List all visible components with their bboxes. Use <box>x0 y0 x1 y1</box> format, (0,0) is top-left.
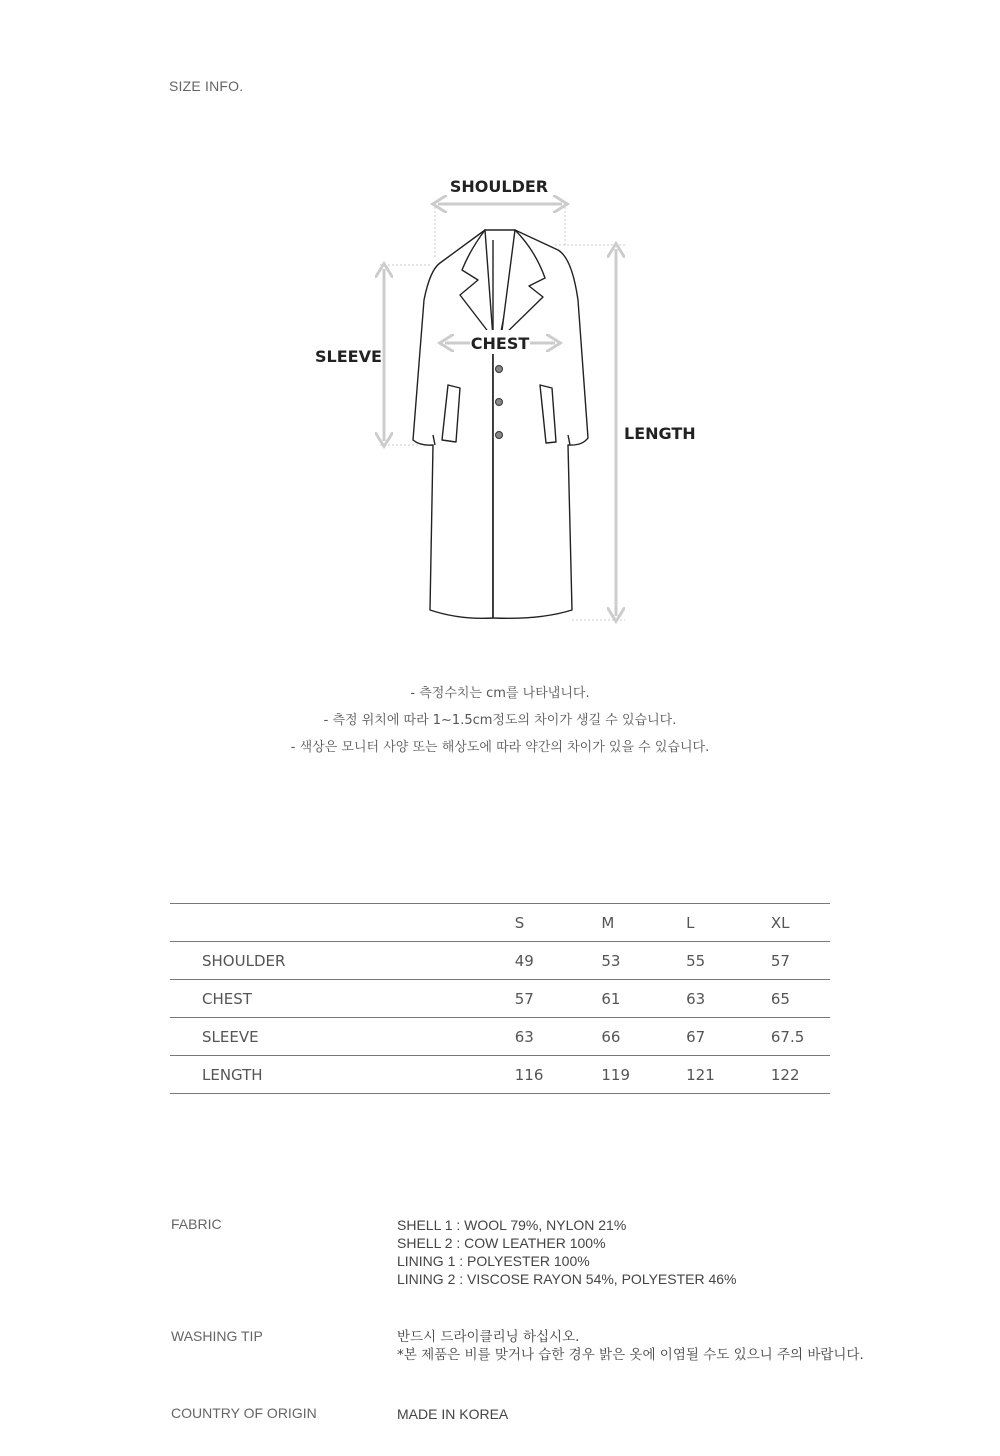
note-line: - 색상은 모니터 사양 또는 해상도에 따라 약간의 차이가 있을 수 있습니다. <box>290 740 710 755</box>
table-cell: 55 <box>686 942 771 980</box>
table-cell: 66 <box>601 1018 686 1056</box>
table-cell: 57 <box>515 980 602 1018</box>
table-cell: 63 <box>515 1018 602 1056</box>
shoulder-label: SHOULDER <box>449 177 549 196</box>
fabric-line: SHELL 2 : COW LEATHER 100% <box>397 1235 606 1251</box>
fabric-line: SHELL 1 : WOOL 79%, NYLON 21% <box>397 1217 627 1233</box>
table-header-cell <box>170 904 515 942</box>
fabric-value <box>397 1216 917 1288</box>
sleeve-label: SLEEVE <box>315 347 382 366</box>
fabric-line: LINING 1 : POLYESTER 100% <box>397 1253 590 1269</box>
washing-line: 반드시 드라이클리닝 하십시오. <box>397 1329 580 1345</box>
chest-label: CHEST <box>470 334 530 353</box>
table-cell: 122 <box>771 1056 830 1094</box>
note-line: - 측정 위치에 따라 1~1.5cm정도의 차이가 생길 수 있습니다. <box>323 713 677 728</box>
table-cell: CHEST <box>170 980 515 1018</box>
washing-label: WASHING TIP <box>171 1328 263 1344</box>
note-line: - 측정수치는 cm를 나타냅니다. <box>410 686 590 701</box>
table-header-row <box>170 904 830 942</box>
table-cell: 116 <box>515 1056 602 1094</box>
table-cell: 63 <box>686 980 771 1018</box>
section-title: SIZE INFO. <box>169 78 244 94</box>
table-cell: 67.5 <box>771 1018 830 1056</box>
length-label: LENGTH <box>624 424 696 443</box>
coat-size-diagram <box>300 170 720 640</box>
origin-label: COUNTRY OF ORIGIN <box>171 1405 317 1421</box>
origin-value: MADE IN KOREA <box>397 1406 509 1422</box>
table-header-cell: L <box>686 904 771 942</box>
washing-line: *본 제품은 비를 맞거나 습한 경우 밝은 옷에 이염될 수도 있으니 주의 바랍니다. <box>397 1347 864 1363</box>
table-row <box>170 980 830 1018</box>
table-row <box>170 1018 830 1056</box>
fabric-label: FABRIC <box>171 1216 222 1232</box>
table-cell: 121 <box>686 1056 771 1094</box>
table-cell: 57 <box>771 942 830 980</box>
table-cell: SLEEVE <box>170 1018 515 1056</box>
table-cell: 53 <box>601 942 686 980</box>
table-cell: LENGTH <box>170 1056 515 1094</box>
measurement-notes <box>0 680 1000 761</box>
table-row <box>170 942 830 980</box>
table-header-cell: XL <box>771 904 830 942</box>
size-table <box>170 903 830 1094</box>
coat-outline <box>413 230 588 618</box>
table-cell: 119 <box>601 1056 686 1094</box>
table-cell: SHOULDER <box>170 942 515 980</box>
fabric-line: LINING 2 : VISCOSE RAYON 54%, POLYESTER 46% <box>397 1271 737 1287</box>
table-cell: 61 <box>601 980 686 1018</box>
table-cell: 65 <box>771 980 830 1018</box>
washing-value <box>397 1328 917 1364</box>
table-row <box>170 1056 830 1094</box>
table-cell: 49 <box>515 942 602 980</box>
table-header-cell: M <box>601 904 686 942</box>
table-cell: 67 <box>686 1018 771 1056</box>
table-header-cell: S <box>515 904 602 942</box>
